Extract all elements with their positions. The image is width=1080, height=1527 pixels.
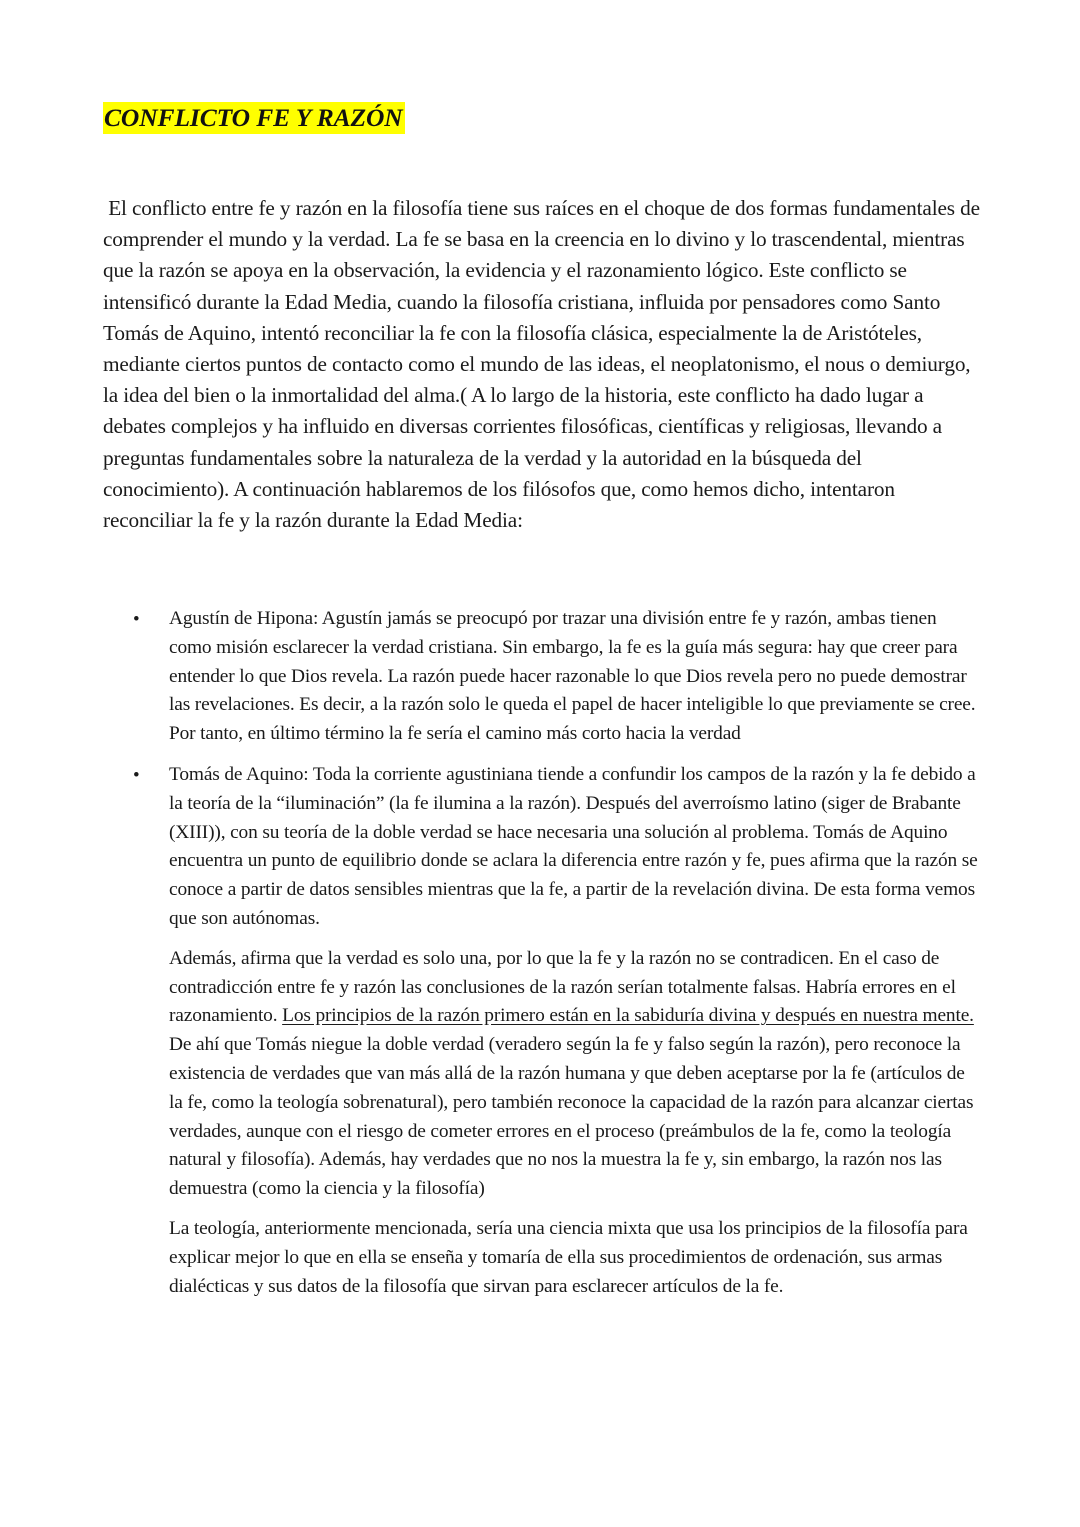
agustin-paragraph: Agustín de Hipona: Agustín jamás se preocupó por trazar una división entre fe y razón, ambas tienen como misión esclarecer la verdad cristiana. Sin embargo, la fe es la guía más segura: hay que creer para entender lo que Dios revela. La razón puede hacer razonable lo que Dios revela pero no puede demostrar las revelaciones. Es decir, a la razón solo le queda el papel de hacer inteligible lo que previamente se cree. Por tanto, en último término la fe sería el camino más corto hacia la verdad <box>169 608 976 745</box>
tomas-paragraph-2 <box>169 945 983 1204</box>
list-item-agustin <box>103 605 983 749</box>
underlined-principle-text: Los principios de la razón primero están en la sabiduría divina y después en nuestra mente. <box>282 1005 974 1027</box>
philosophers-list <box>103 605 983 1301</box>
tomas-paragraph-2-before: Además, afirma que la verdad es solo una, por lo que la fe y la razón no se contradicen. En el caso de contradicción entre fe y razón las conclusiones de la razón serían totalmente falsas. Habría errores en el razonamiento. <box>169 947 956 1027</box>
bullet-icon: • <box>133 764 140 786</box>
bullet-icon: • <box>133 609 140 630</box>
tomas-paragraph-3: La teología, anteriormente mencionada, sería una ciencia mixta que usa los principios de la filosofía para explicar mejor lo que en ella se enseña y tomaría de ella sus procedimientos de ordenación, sus armas dialécticas y sus datos de la filosofía que sirvan para esclarecer artículos de la fe. <box>169 1217 968 1297</box>
intro-paragraph: El conflicto entre fe y razón en la filosofía tiene sus raíces en el choque de dos formas fundamentales de comprender el mundo y la verdad. La fe se basa en la creencia en lo divino y lo trascendental, mientras que la razón se apoya en la observación, la evidencia y el razonamiento lógico. Este conflicto se intensificó durante la Edad Media, cuando la filosofía cristiana, influida por pensadores como Santo Tomás de Aquino, intentó reconciliar la fe con la filosofía clásica, especialmente la de Aristóteles, mediante ciertos puntos de contacto como el mundo de las ideas, el neoplatonismo, el nous o demiurgo, la idea del bien o la inmortalidad del alma.( A lo largo de la historia, este conflicto ha dado lugar a debates complejos y ha influido en diversas corrientes filosóficas, científicas y religiosas, llevando a preguntas fundamentales sobre la naturaleza de la verdad y la autoridad en la búsqueda del conocimiento). A continuación hablaremos de los filósofos que, como hemos dicho, intentaron reconciliar la fe y la razón durante la Edad Media: <box>103 196 986 533</box>
document-title: CONFLICTO FE Y RAZÓN <box>104 103 403 132</box>
tomas-paragraph-2-after: De ahí que Tomás niegue la doble verdad (veradero según la fe y falso según la razón), pero reconoce la existencia de verdades que van más allá de la razón humana y que deben aceptarse por la fe (artículos de la fe, como la teología sobrenatural), pero también reconoce la capacidad de la razón para alcanzar ciertas verdades, aunque con el riesgo de cometer errores en el proceso (preámbulos de la fe, como la teología natural y filosofía). Además, hay verdades que no nos la muestra la fe y, sin embargo, la razón nos las demuestra (como la ciencia y la filosofía) <box>169 1034 974 1200</box>
list-item-tomas <box>103 761 983 1301</box>
tomas-paragraph-1: Tomás de Aquino: Toda la corriente agustiniana tiende a confundir los campos de la razón y la fe debido a la teoría de la “iluminación” (la fe ilumina a la razón). Después del averroísmo latino (siger de Brabante (XIII)), con su teoría de la doble verdad se hace necesaria una solución al problema. Tomás de Aquino encuentra un punto de equilibrio donde se aclara la diferencia entre razón y fe, pues afirma que la razón se conoce a partir de datos sensibles mientras que la fe, a partir de la revelación divina. De esta forma vemos que son autónomas. <box>169 763 978 929</box>
title-wrap <box>103 102 405 134</box>
